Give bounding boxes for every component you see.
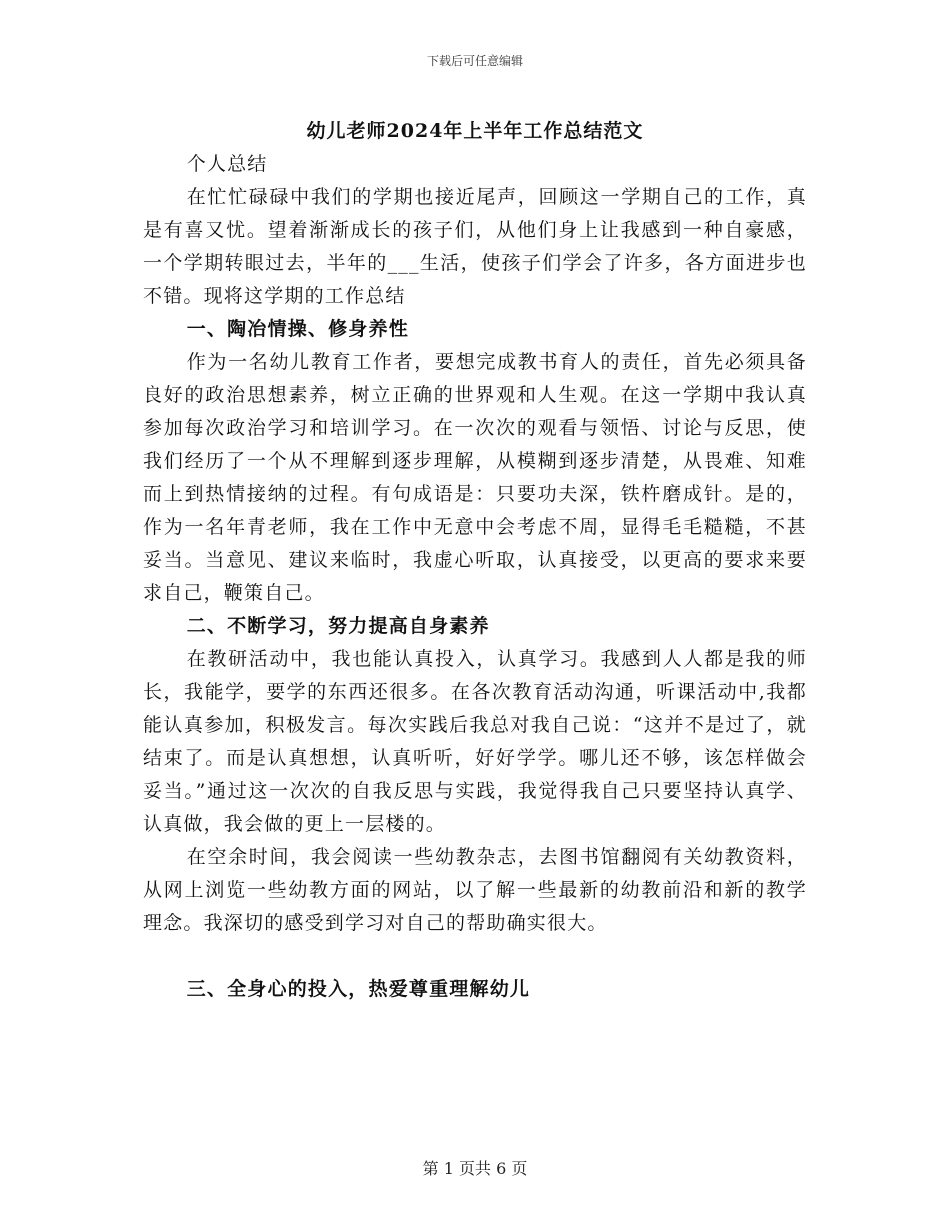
section-heading: 二、不断学习，努力提高自身素养 [186,615,490,637]
document-body [143,148,807,1006]
page-header: 下载后可任意编辑 [426,54,523,68]
section-label: 个人总结 [186,153,268,175]
body-paragraph: 在空余时间，我会阅读一些幼教杂志，去图书馆翻阅有关幼教资料，从网上浏览一些幼教方面的网站，以了解一些最新的幼教前沿和新的教学理念。我深切的感受到学习对自己的帮助确实很大。 [143,846,807,934]
document-title: 幼儿老师2024年上半年工作总结范文 [306,120,644,142]
body-paragraph: 在忙忙碌碌中我们的学期也接近尾声，回顾这一学期自己的工作，真是有喜又忧。望着渐渐成长的孩子们，从他们身上让我感到一种自豪感，一个学期转眼过去，半年的___生活，使孩子们学会了许多，各方面进步也不错。现将这学期的工作总结 [143,186,807,307]
body-paragraph: 作为一名幼儿教育工作者，要想完成教书育人的责任，首先必须具备良好的政治思想素养，树立正确的世界观和人生观。在这一学期中我认真参加每次政治学习和培训学习。在一次次的观看与领悟、讨论与反思，使我们经历了一个从不理解到逐步理解，从模糊到逐步清楚，从畏难、知难而上到热情接纳的过程。有句成语是：只要功夫深，铁杵磨成针。是的，作为一名年青老师，我在工作中无意中会考虑不周，显得毛毛糙糙，不甚妥当。当意见、建议来临时，我虚心听取，认真接受，以更高的要求来要求自己，鞭策自己。 [143,351,807,604]
paragraph-gap [143,940,807,973]
body-paragraph: 在教研活动中，我也能认真投入，认真学习。我感到人人都是我的师长，我能学，要学的东西还很多。在各次教育活动沟通，听课活动中,我都能认真参加，积极发言。每次实践后我总对我自己说：“这并不是过了，就结束了。而是认真想想，认真听听，好好学学。哪儿还不够，该怎样做会妥当。”通过这一次次的自我反思与实践，我觉得我自己只要坚持认真学、认真做，我会做的更上一层楼的。 [143,648,807,835]
section-heading: 三、全身心的投入，热爱尊重理解幼儿 [186,978,531,1000]
page-footer: 第 1 页共 6 页 [422,1159,528,1178]
section-heading: 一、陶冶情操、修身养性 [186,318,409,340]
